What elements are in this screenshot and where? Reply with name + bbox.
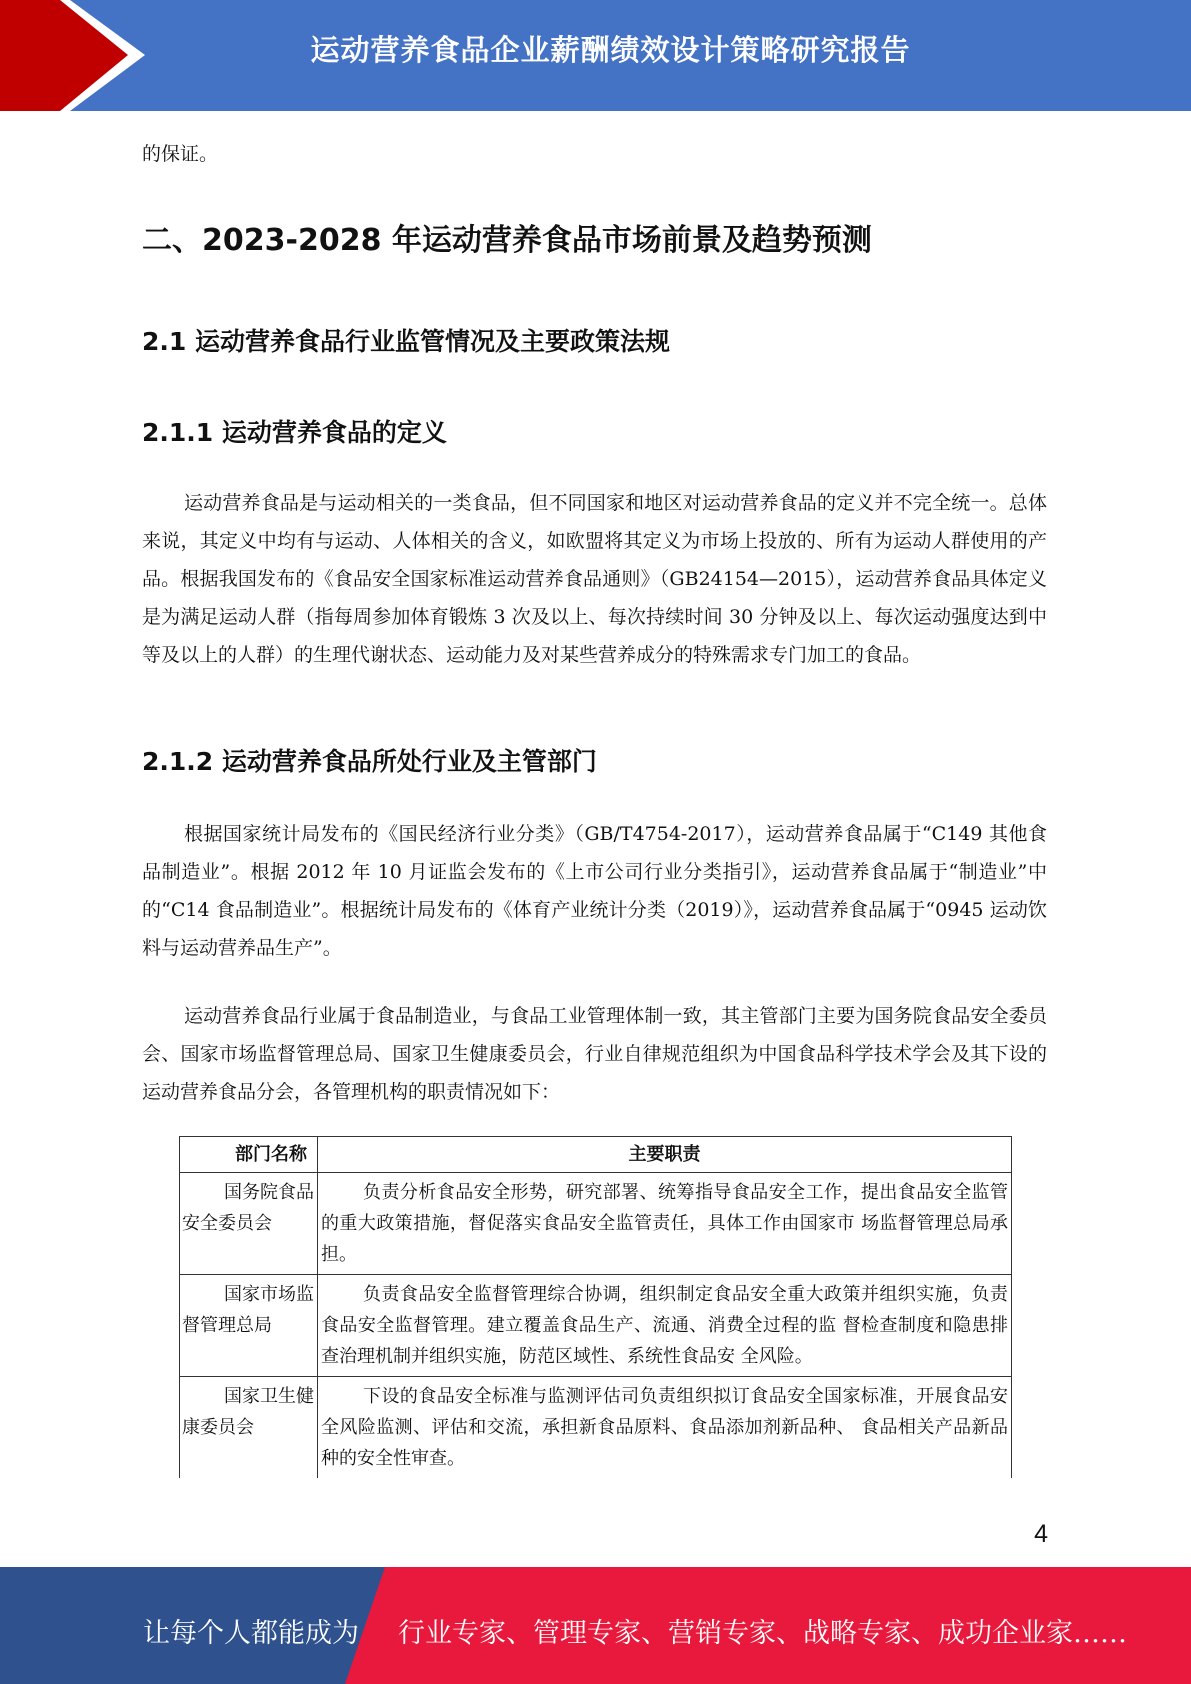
duty-cell: 下设的食品安全标准与监测评估司负责组织拟订食品安全国家标准，开展食品安全风险监测、评估和交流，承担新食品原料、食品添加剂新品种、 食品相关产品新品种的安全性审查。: [318, 1377, 1012, 1479]
table-row: [180, 1377, 1012, 1479]
footer-slogan-right: 行业专家、管理专家、营销专家、战略专家、成功企业家……: [398, 1618, 1127, 1649]
subsubsection-heading-definition: 2.1.1 运动营养食品的定义: [142, 418, 447, 447]
paragraph-regulators: 运动营养食品行业属于食品制造业，与食品工业管理体制一致，其主管部门主要为国务院食品安全委员会、国家市场监督管理总局、国家卫生健康委员会，行业自律规范组织为中国食品科学技术学会及其下设的运动营养食品分会，各管理机构的职责情况如下：: [142, 1005, 1047, 1103]
column-header-duty: 主要职责: [318, 1137, 1012, 1173]
header-banner: [0, 0, 1191, 111]
regulator-duties-table: [179, 1136, 1012, 1478]
footer-slogan-left: 让每个人都能成为: [143, 1618, 359, 1649]
report-title: 运动营养食品企业薪酬绩效设计策略研究报告: [310, 33, 911, 67]
dept-cell: 国家市场监 督管理总局: [180, 1275, 318, 1377]
footer-banner: [0, 1567, 1191, 1684]
table-row: [180, 1173, 1012, 1275]
duty-cell: 负责分析食品安全形势，研究部署、统筹指导食品安全工作，提出食品安全监管的重大政策措施，督促落实食品安全监管责任，具体工作由国家市 场监督管理总局承担。: [318, 1173, 1012, 1275]
page-number: 4: [1034, 1520, 1048, 1548]
section-heading: 二、2023-2028 年运动营养食品市场前景及趋势预测: [142, 223, 872, 258]
column-header-dept: 部门名称: [180, 1137, 318, 1173]
paragraph-industry-classification: 根据国家统计局发布的《国民经济行业分类》（GB/T4754-2017），运动营养食品属于“C149 其他食品制造业”。根据 2012 年 10 月证监会发布的《上市公司行业分类指引》，运动营养食品属于“制造业”中的“C14 食品制造业”。根据统计局发布的《体育产业统计分类（2019）》，运动营养食品属于“0945 运动饮料与运动营养品生产”。: [142, 823, 1047, 959]
subsubsection-heading-industry: 2.1.2 运动营养食品所处行业及主管部门: [142, 747, 597, 776]
paragraph-definition: 运动营养食品是与运动相关的一类食品，但不同国家和地区对运动营养食品的定义并不完全统一。总体来说，其定义中均有与运动、人体相关的含义，如欧盟将其定义为市场上投放的、所有为运动人群使用的产品。根据我国发布的《食品安全国家标准运动营养食品通则》（GB24154—2015），运动营养食品具体定义是为满足运动人群（指每周参加体育锻炼 3 次及以上、每次持续时间 30 分钟及以上、每次运动强度达到中等及以上的人群）的生理代谢状态、运动能力及对某些营养成分的特殊需求专门加工的食品。: [142, 492, 1047, 666]
continuation-text: 的保证。: [142, 143, 219, 165]
table-row: [180, 1275, 1012, 1377]
dept-cell: 国务院食品 安全委员会: [180, 1173, 318, 1275]
duty-cell: 负责食品安全监督管理综合协调，组织制定食品安全重大政策并组织实施，负责食品安全监督管理。建立覆盖食品生产、流通、消费全过程的监 督检查制度和隐患排查治理机制并组织实施，防范区域性、系统性食品安 全风险。: [318, 1275, 1012, 1377]
dept-cell: 国家卫生健 康委员会: [180, 1377, 318, 1479]
table-header-row: [180, 1137, 1012, 1173]
subsection-heading: 2.1 运动营养食品行业监管情况及主要政策法规: [142, 327, 670, 356]
